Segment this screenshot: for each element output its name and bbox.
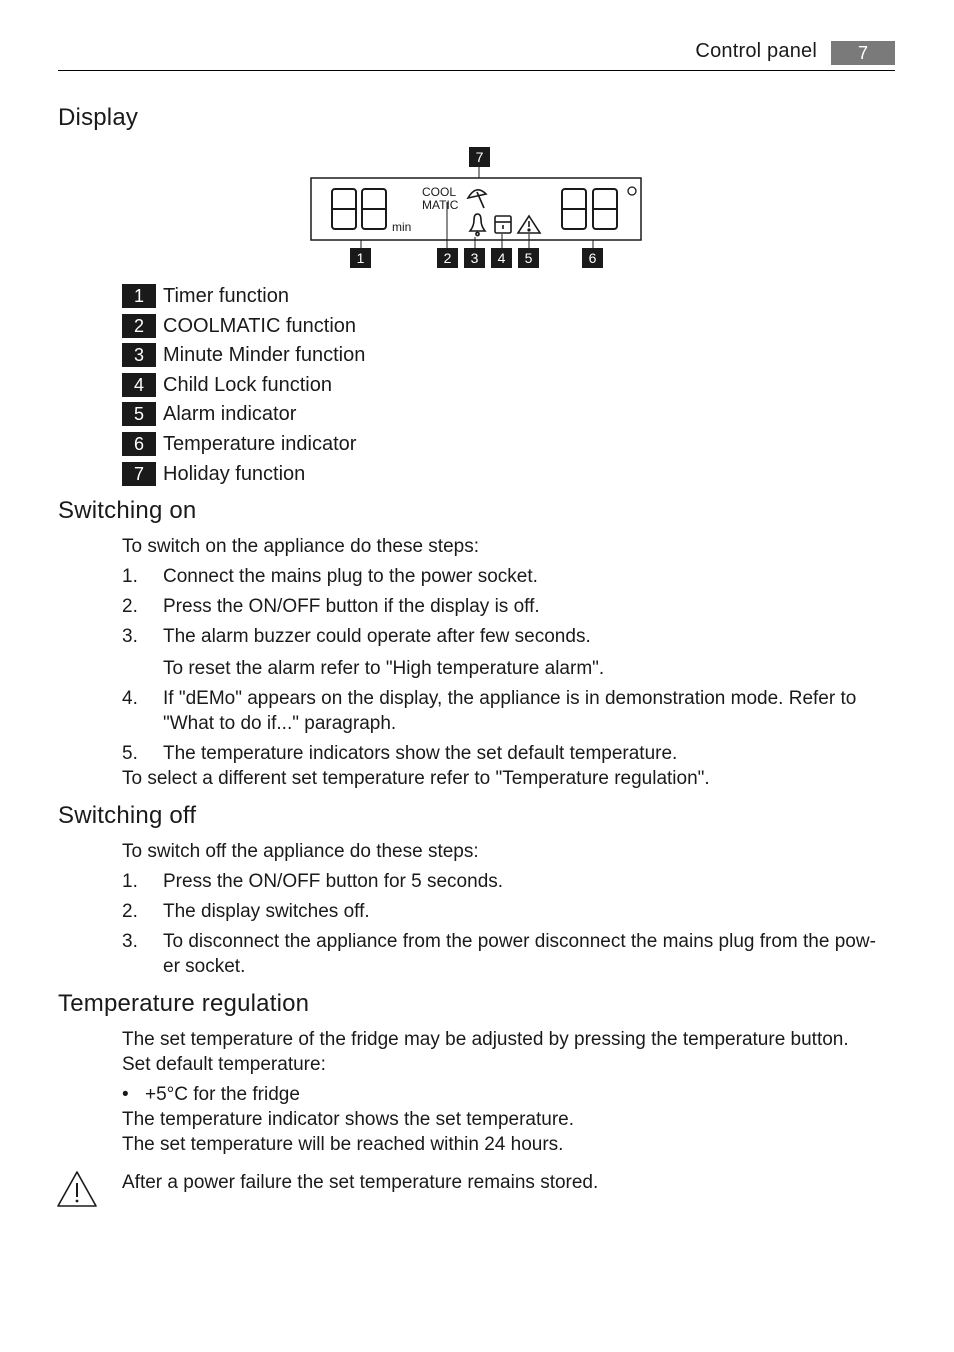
legend-badge-1: 1 <box>122 284 156 308</box>
min-label: min <box>392 220 412 234</box>
header-section-title: Control panel <box>695 40 817 62</box>
legend-badge-5: 5 <box>122 402 156 426</box>
callout-2: 2 <box>437 248 458 268</box>
callout-7: 7 <box>469 147 490 167</box>
step-text: Press the ON/OFF button for 5 seconds. <box>163 871 504 892</box>
step-text: Connect the mains plug to the power socket. <box>163 566 538 587</box>
step-text-continued: "What to do if..." paragraph. <box>163 713 397 734</box>
step-number: 1. <box>122 566 138 587</box>
temp-paragraph-1: The set temperature of the fridge may be adjusted by pressing the temperature button. <box>122 1029 849 1050</box>
alarm-icon <box>518 216 540 233</box>
temp-paragraph-2: Set default temperature: <box>122 1054 326 1075</box>
heading-temperature-regulation: Temperature regulation <box>58 990 310 1017</box>
page-number: 7 <box>831 41 895 65</box>
step-text: Press the ON/OFF button if the display is off. <box>163 596 540 617</box>
legend-label-3: Minute Minder function <box>163 344 366 366</box>
warning-icon <box>56 1170 98 1208</box>
step-number: 3. <box>122 931 138 952</box>
step-text: The display switches off. <box>163 901 370 922</box>
step-number: 2. <box>122 596 138 617</box>
timer-digits <box>332 189 386 229</box>
callout-4: 4 <box>491 248 512 268</box>
step-number: 1. <box>122 871 138 892</box>
step-text: If "dEMo" appears on the display, the appliance is in demonstration mode. Refer to <box>163 688 857 709</box>
step-number: 3. <box>122 626 138 647</box>
temp-paragraph-3: The temperature indicator shows the set temperature. <box>122 1109 575 1130</box>
bullet-symbol: • <box>122 1084 129 1105</box>
callout-3: 3 <box>464 248 485 268</box>
callout-5: 5 <box>518 248 539 268</box>
step-number: 2. <box>122 901 138 922</box>
switching-on-intro: To switch on the appliance do these steps: <box>122 536 480 557</box>
switching-on-outro: To select a different set temperature refer to "Temperature regulation". <box>122 768 710 789</box>
bullet-text: +5°C for the fridge <box>145 1084 300 1105</box>
callout-6: 6 <box>582 248 603 268</box>
bell-icon <box>470 214 485 236</box>
step-text: The temperature indicators show the set default temperature. <box>163 743 678 764</box>
header-rule <box>58 70 895 71</box>
legend-badge-6: 6 <box>122 432 156 456</box>
holiday-icon <box>468 190 486 208</box>
degree-icon <box>628 187 636 195</box>
cool-label: COOL <box>422 185 457 199</box>
step-number: 4. <box>122 688 138 709</box>
legend-label-4: Child Lock function <box>163 374 332 396</box>
step-text-continued: er socket. <box>163 956 246 977</box>
switching-off-intro: To switch off the appliance do these steps: <box>122 841 479 862</box>
warning-text: After a power failure the set temperature remains stored. <box>122 1172 599 1193</box>
legend-label-7: Holiday function <box>163 463 306 485</box>
child-lock-icon <box>495 216 511 233</box>
step-text: To disconnect the appliance from the power disconnect the mains plug from the pow- <box>163 931 876 952</box>
heading-display: Display <box>58 104 139 131</box>
temperature-digits <box>562 189 617 229</box>
legend-label-6: Temperature indicator <box>163 433 357 455</box>
callout-1: 1 <box>350 248 371 268</box>
step-text: The alarm buzzer could operate after few seconds. <box>163 626 591 647</box>
step-number: 5. <box>122 743 138 764</box>
step-note: To reset the alarm refer to "High temperature alarm". <box>163 658 605 679</box>
legend-label-5: Alarm indicator <box>163 403 297 425</box>
legend-label-2: COOLMATIC function <box>163 315 357 337</box>
legend-badge-2: 2 <box>122 314 156 338</box>
legend-badge-7: 7 <box>122 462 156 486</box>
heading-switching-on: Switching on <box>58 497 197 524</box>
temp-paragraph-4: The set temperature will be reached within 24 hours. <box>122 1134 564 1155</box>
matic-label: MATIC <box>422 198 459 212</box>
legend-badge-3: 3 <box>122 343 156 367</box>
legend-badge-4: 4 <box>122 373 156 397</box>
heading-switching-off: Switching off <box>58 802 197 829</box>
display-panel-diagram <box>300 140 660 275</box>
legend-label-1: Timer function <box>163 285 289 307</box>
